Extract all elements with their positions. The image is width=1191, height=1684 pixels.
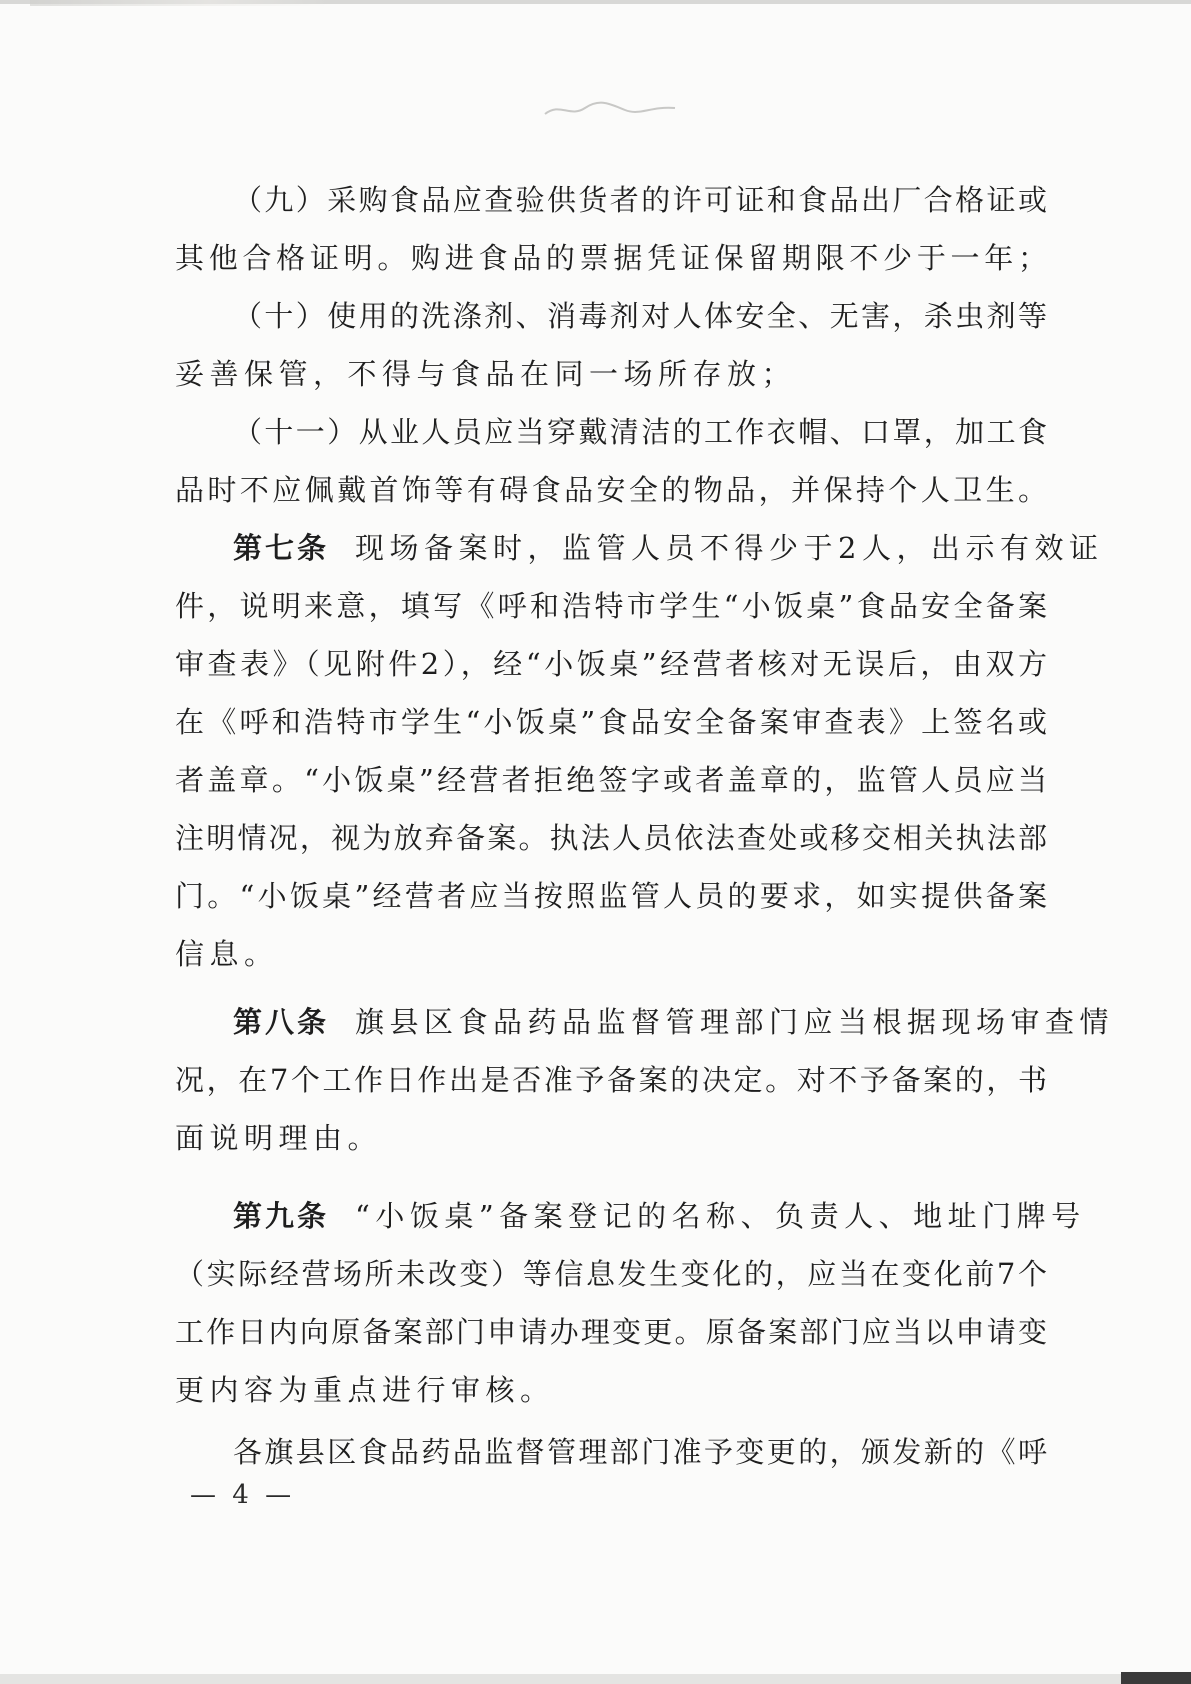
paragraph-line: （十一）从业人员应当穿戴清洁的工作衣帽、口罩，加工食 — [233, 415, 1047, 449]
article-heading: 第九条 — [233, 1199, 330, 1233]
paragraph-line: 况，在7个工作日作出是否准予备案的决定。对不予备案的，书 — [175, 1063, 1047, 1097]
article-8-first-line — [233, 1002, 1115, 1042]
paragraph-line: 品时不应佩戴首饰等有碍食品安全的物品，并保持个人卫生。 — [175, 473, 1047, 507]
article-heading: 第七条 — [233, 531, 330, 565]
page-number: — 4 — — [190, 1480, 296, 1510]
scan-edge-bottom — [0, 1674, 1191, 1684]
paragraph-line: 注明情况，视为放弃备案。执法人员依法查处或移交相关执法部 — [175, 821, 1047, 855]
scan-smudge — [30, 0, 330, 6]
faint-handwriting-mark — [540, 96, 680, 122]
paragraph-line: 件，说明来意，填写《呼和浩特市学生“小饭桌”食品安全备案 — [175, 589, 1047, 623]
article-heading: 第八条 — [233, 1005, 330, 1039]
paragraph-line: 工作日内向原备案部门申请办理变更。原备案部门应当以申请变 — [175, 1315, 1047, 1349]
paragraph-text: 旗县区食品药品监督管理部门应当根据现场审查情 — [355, 1005, 1115, 1039]
article-9-first-line — [233, 1196, 1086, 1236]
paragraph-line: 妥善保管，不得与食品在同一场所存放； — [175, 357, 797, 391]
paragraph-line: （九）采购食品应查验供货者的许可证和食品出厂合格证或 — [233, 183, 1047, 217]
paragraph-line: 面说明理由。 — [175, 1121, 383, 1155]
scan-corner-mark — [1121, 1672, 1191, 1684]
paragraph-text: “小饭桌”备案登记的名称、负责人、地址门牌号 — [355, 1199, 1086, 1233]
paragraph-line: （实际经营场所未改变）等信息发生变化的，应当在变化前7个 — [175, 1257, 1047, 1291]
paragraph-line: 更内容为重点进行审核。 — [175, 1373, 555, 1407]
paragraph-text: 现场备案时，监管人员不得少于2人，出示有效证 — [355, 531, 1104, 565]
paragraph-line: 各旗县区食品药品监督管理部门准予变更的，颁发新的《呼 — [233, 1435, 1047, 1469]
article-7-first-line — [233, 528, 1104, 568]
paragraph-line: 其他合格证明。购进食品的票据凭证保留期限不少于一年； — [175, 241, 1047, 275]
paragraph-line: 信息。 — [175, 937, 279, 971]
paragraph-line: 审查表》（见附件2），经“小饭桌”经营者核对无误后，由双方 — [175, 647, 1047, 681]
paragraph-line: 门。“小饭桌”经营者应当按照监管人员的要求，如实提供备案 — [175, 879, 1047, 913]
paragraph-line: 在《呼和浩特市学生“小饭桌”食品安全备案审查表》上签名或 — [175, 705, 1047, 739]
paragraph-line: （十）使用的洗涤剂、消毒剂对人体安全、无害，杀虫剂等 — [233, 299, 1047, 333]
paragraph-line: 者盖章。“小饭桌”经营者拒绝签字或者盖章的，监管人员应当 — [175, 763, 1047, 797]
